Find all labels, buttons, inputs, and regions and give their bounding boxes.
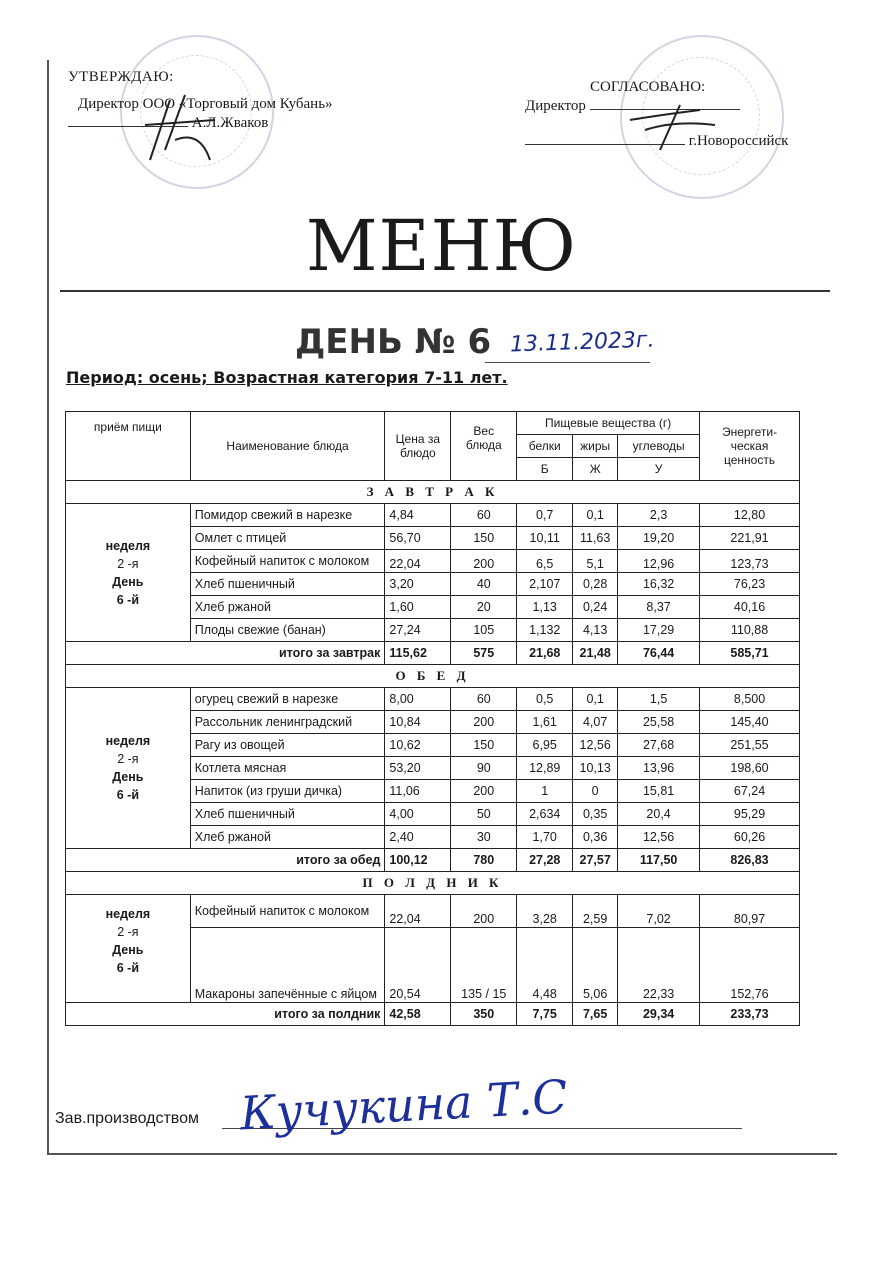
dish-price: 10,62 bbox=[385, 734, 451, 757]
col-header-protein: белки bbox=[517, 435, 573, 458]
dish-price: 4,84 bbox=[385, 504, 451, 527]
meal-cell-lunch bbox=[66, 688, 191, 849]
dish-name: Плоды свежие (банан) bbox=[190, 619, 385, 642]
dish-price: 20,54 bbox=[385, 928, 451, 1003]
dish-weight: 150 bbox=[451, 734, 517, 757]
agreed-city: г.Новороссийск bbox=[688, 133, 789, 149]
dish-protein: 1,61 bbox=[517, 711, 573, 734]
title-divider bbox=[60, 290, 830, 292]
total-protein: 21,68 bbox=[517, 642, 573, 665]
dish-price: 22,04 bbox=[385, 550, 451, 573]
handwritten-signature: Кучукина Т.С bbox=[238, 1069, 569, 1141]
dish-energy: 198,60 bbox=[700, 757, 800, 780]
meal-day: День bbox=[112, 770, 144, 784]
dish-fat: 2,59 bbox=[573, 895, 618, 928]
col-header-price: Цена за блюдо bbox=[385, 412, 451, 481]
dish-energy: 40,16 bbox=[700, 596, 800, 619]
meal-cell-snack bbox=[66, 895, 191, 1003]
dish-weight: 200 bbox=[451, 711, 517, 734]
date-underline bbox=[485, 362, 650, 363]
section-snack bbox=[66, 872, 800, 895]
dish-carbs: 19,20 bbox=[618, 527, 700, 550]
total-weight: 780 bbox=[451, 849, 517, 872]
director-signature-left bbox=[140, 90, 230, 170]
meal-day-num: 6 -й bbox=[116, 961, 140, 975]
meal-day: День bbox=[112, 943, 144, 957]
dish-weight: 40 bbox=[451, 573, 517, 596]
dish-protein: 12,89 bbox=[517, 757, 573, 780]
section-title: О Б Е Д bbox=[66, 665, 800, 688]
dish-name: Котлета мясная bbox=[190, 757, 385, 780]
total-price: 115,62 bbox=[385, 642, 451, 665]
menu-table bbox=[65, 411, 800, 1026]
dish-name: Хлеб пшеничный bbox=[190, 573, 385, 596]
dish-fat: 0,1 bbox=[573, 688, 618, 711]
col-header-carbs: углеводы bbox=[618, 435, 700, 458]
dish-weight: 200 bbox=[451, 895, 517, 928]
dish-weight: 30 bbox=[451, 826, 517, 849]
col-header-energy: Энергети-ческая ценность bbox=[700, 412, 800, 481]
total-protein: 27,28 bbox=[517, 849, 573, 872]
total-carbs: 76,44 bbox=[618, 642, 700, 665]
total-price: 42,58 bbox=[385, 1003, 451, 1026]
dish-protein: 0,5 bbox=[517, 688, 573, 711]
dish-fat: 4,07 bbox=[573, 711, 618, 734]
period-line: Период: осень; Возрастная категория 7-11 лет. bbox=[66, 368, 508, 387]
dish-energy: 80,97 bbox=[700, 895, 800, 928]
dish-protein: 3,28 bbox=[517, 895, 573, 928]
meal-day-num: 6 -й bbox=[116, 592, 140, 607]
dish-price: 2,40 bbox=[385, 826, 451, 849]
dish-fat: 11,63 bbox=[573, 527, 618, 550]
dish-name: Помидор свежий в нарезке bbox=[190, 504, 385, 527]
handwritten-date: 13.11.2023г. bbox=[509, 327, 655, 358]
dish-energy: 95,29 bbox=[700, 803, 800, 826]
dish-carbs: 1,5 bbox=[618, 688, 700, 711]
dish-name: Рагу из овощей bbox=[190, 734, 385, 757]
dish-protein: 2,107 bbox=[517, 573, 573, 596]
dish-name: Кофейный напиток с молоком bbox=[190, 550, 385, 573]
dish-name: Макароны запечённые с яйцом bbox=[190, 928, 385, 1003]
dish-price: 56,70 bbox=[385, 527, 451, 550]
total-fat: 7,65 bbox=[573, 1003, 618, 1026]
dish-energy: 152,76 bbox=[700, 928, 800, 1003]
total-label: итого за завтрак bbox=[66, 642, 385, 665]
total-label: итого за полдник bbox=[66, 1003, 385, 1026]
col-header-dish: Наименование блюда bbox=[190, 412, 385, 481]
dish-price: 3,20 bbox=[385, 573, 451, 596]
col-header-protein-short: Б bbox=[517, 458, 573, 481]
table-header-row bbox=[66, 412, 800, 435]
dish-price: 27,24 bbox=[385, 619, 451, 642]
director-signature-right bbox=[620, 90, 730, 160]
dish-price: 4,00 bbox=[385, 803, 451, 826]
total-row-lunch bbox=[66, 849, 800, 872]
dish-price: 8,00 bbox=[385, 688, 451, 711]
agreed-position: Директор bbox=[525, 98, 586, 114]
dish-energy: 251,55 bbox=[700, 734, 800, 757]
dish-weight: 60 bbox=[451, 688, 517, 711]
dish-protein: 2,634 bbox=[517, 803, 573, 826]
dish-price: 22,04 bbox=[385, 895, 451, 928]
dish-carbs: 12,96 bbox=[618, 550, 700, 573]
dish-fat: 0,1 bbox=[573, 504, 618, 527]
table-row bbox=[66, 504, 800, 527]
dish-name: Кофейный напиток с молоком bbox=[190, 895, 385, 928]
dish-weight: 50 bbox=[451, 803, 517, 826]
approval-heading: УТВЕРЖДАЮ: bbox=[68, 69, 174, 85]
dish-name: Омлет с птицей bbox=[190, 527, 385, 550]
dish-fat: 0,35 bbox=[573, 803, 618, 826]
col-header-nutrients: Пищевые вещества (г) bbox=[517, 412, 700, 435]
table-row bbox=[66, 895, 800, 928]
total-weight: 350 bbox=[451, 1003, 517, 1026]
total-protein: 7,75 bbox=[517, 1003, 573, 1026]
total-carbs: 29,34 bbox=[618, 1003, 700, 1026]
page-title: МЕНЮ bbox=[305, 205, 578, 287]
dish-carbs: 16,32 bbox=[618, 573, 700, 596]
dish-carbs: 22,33 bbox=[618, 928, 700, 1003]
table-row bbox=[66, 688, 800, 711]
total-energy: 585,71 bbox=[700, 642, 800, 665]
col-header-fat: жиры bbox=[573, 435, 618, 458]
dish-fat: 10,13 bbox=[573, 757, 618, 780]
total-fat: 21,48 bbox=[573, 642, 618, 665]
meal-week-num: 2 -я bbox=[117, 925, 139, 939]
total-energy: 826,83 bbox=[700, 849, 800, 872]
dish-name: Хлеб пшеничный bbox=[190, 803, 385, 826]
total-row-snack bbox=[66, 1003, 800, 1026]
dish-fat: 5,06 bbox=[573, 928, 618, 1003]
dish-name: огурец свежий в нарезке bbox=[190, 688, 385, 711]
dish-weight: 135 / 15 bbox=[451, 928, 517, 1003]
dish-protein: 0,7 bbox=[517, 504, 573, 527]
section-breakfast bbox=[66, 481, 800, 504]
dish-energy: 67,24 bbox=[700, 780, 800, 803]
dish-carbs: 8,37 bbox=[618, 596, 700, 619]
dish-fat: 0,36 bbox=[573, 826, 618, 849]
dish-name: Напиток (из груши дичка) bbox=[190, 780, 385, 803]
dish-weight: 200 bbox=[451, 550, 517, 573]
dish-carbs: 13,96 bbox=[618, 757, 700, 780]
dish-protein: 1,132 bbox=[517, 619, 573, 642]
section-title: П О Л Д Н И К bbox=[66, 872, 800, 895]
dish-fat: 0,28 bbox=[573, 573, 618, 596]
dish-name: Хлеб ржаной bbox=[190, 826, 385, 849]
dish-carbs: 17,29 bbox=[618, 619, 700, 642]
dish-price: 11,06 bbox=[385, 780, 451, 803]
meal-day: День bbox=[112, 574, 144, 589]
dish-price: 1,60 bbox=[385, 596, 451, 619]
dish-energy: 221,91 bbox=[700, 527, 800, 550]
approval-signer: А.Л.Жваков bbox=[191, 115, 269, 131]
dish-weight: 105 bbox=[451, 619, 517, 642]
dish-weight: 200 bbox=[451, 780, 517, 803]
total-label: итого за обед bbox=[66, 849, 385, 872]
col-header-weight: Вес блюда bbox=[451, 412, 517, 481]
dish-protein: 1 bbox=[517, 780, 573, 803]
dish-carbs: 2,3 bbox=[618, 504, 700, 527]
dish-weight: 150 bbox=[451, 527, 517, 550]
dish-carbs: 15,81 bbox=[618, 780, 700, 803]
dish-fat: 4,13 bbox=[573, 619, 618, 642]
col-header-fat-short: Ж bbox=[573, 458, 618, 481]
total-row-breakfast bbox=[66, 642, 800, 665]
approval-line-1: Директор ООО «Торговый дом Кубань» bbox=[78, 96, 333, 112]
dish-energy: 8,500 bbox=[700, 688, 800, 711]
dish-weight: 60 bbox=[451, 504, 517, 527]
dish-price: 10,84 bbox=[385, 711, 451, 734]
dish-name: Хлеб ржаной bbox=[190, 596, 385, 619]
dish-fat: 0 bbox=[573, 780, 618, 803]
dish-carbs: 27,68 bbox=[618, 734, 700, 757]
meal-week: неделя bbox=[105, 907, 151, 921]
day-label: ДЕНЬ № 6 bbox=[295, 322, 492, 362]
col-header-meal: приём пищи bbox=[66, 412, 191, 481]
dish-energy: 60,26 bbox=[700, 826, 800, 849]
dish-energy: 12,80 bbox=[700, 504, 800, 527]
dish-fat: 0,24 bbox=[573, 596, 618, 619]
total-weight: 575 bbox=[451, 642, 517, 665]
total-energy: 233,73 bbox=[700, 1003, 800, 1026]
dish-energy: 145,40 bbox=[700, 711, 800, 734]
col-header-carbs-short: У bbox=[618, 458, 700, 481]
meal-week-num: 2 -я bbox=[117, 556, 139, 571]
meal-week-num: 2 -я bbox=[117, 752, 139, 766]
dish-protein: 1,70 bbox=[517, 826, 573, 849]
dish-fat: 12,56 bbox=[573, 734, 618, 757]
dish-carbs: 12,56 bbox=[618, 826, 700, 849]
page-border-bottom bbox=[47, 1153, 837, 1155]
dish-protein: 10,11 bbox=[517, 527, 573, 550]
total-price: 100,12 bbox=[385, 849, 451, 872]
dish-energy: 76,23 bbox=[700, 573, 800, 596]
dish-protein: 1,13 bbox=[517, 596, 573, 619]
total-carbs: 117,50 bbox=[618, 849, 700, 872]
meal-week: неделя bbox=[105, 538, 151, 553]
dish-name: Рассольник ленинградский bbox=[190, 711, 385, 734]
dish-energy: 123,73 bbox=[700, 550, 800, 573]
meal-day-num: 6 -й bbox=[116, 788, 140, 802]
agreed-heading: СОГЛАСОВАНО: bbox=[590, 79, 706, 95]
meal-cell-breakfast bbox=[66, 504, 191, 642]
dish-price: 53,20 bbox=[385, 757, 451, 780]
section-title: З А В Т Р А К bbox=[66, 481, 800, 504]
dish-weight: 20 bbox=[451, 596, 517, 619]
production-manager-label: Зав.производством bbox=[55, 1110, 199, 1127]
dish-weight: 90 bbox=[451, 757, 517, 780]
dish-carbs: 25,58 bbox=[618, 711, 700, 734]
dish-carbs: 7,02 bbox=[618, 895, 700, 928]
dish-fat: 5,1 bbox=[573, 550, 618, 573]
dish-protein: 6,5 bbox=[517, 550, 573, 573]
dish-energy: 110,88 bbox=[700, 619, 800, 642]
section-lunch bbox=[66, 665, 800, 688]
dish-protein: 6,95 bbox=[517, 734, 573, 757]
meal-week: неделя bbox=[105, 734, 151, 748]
dish-carbs: 20,4 bbox=[618, 803, 700, 826]
dish-protein: 4,48 bbox=[517, 928, 573, 1003]
total-fat: 27,57 bbox=[573, 849, 618, 872]
